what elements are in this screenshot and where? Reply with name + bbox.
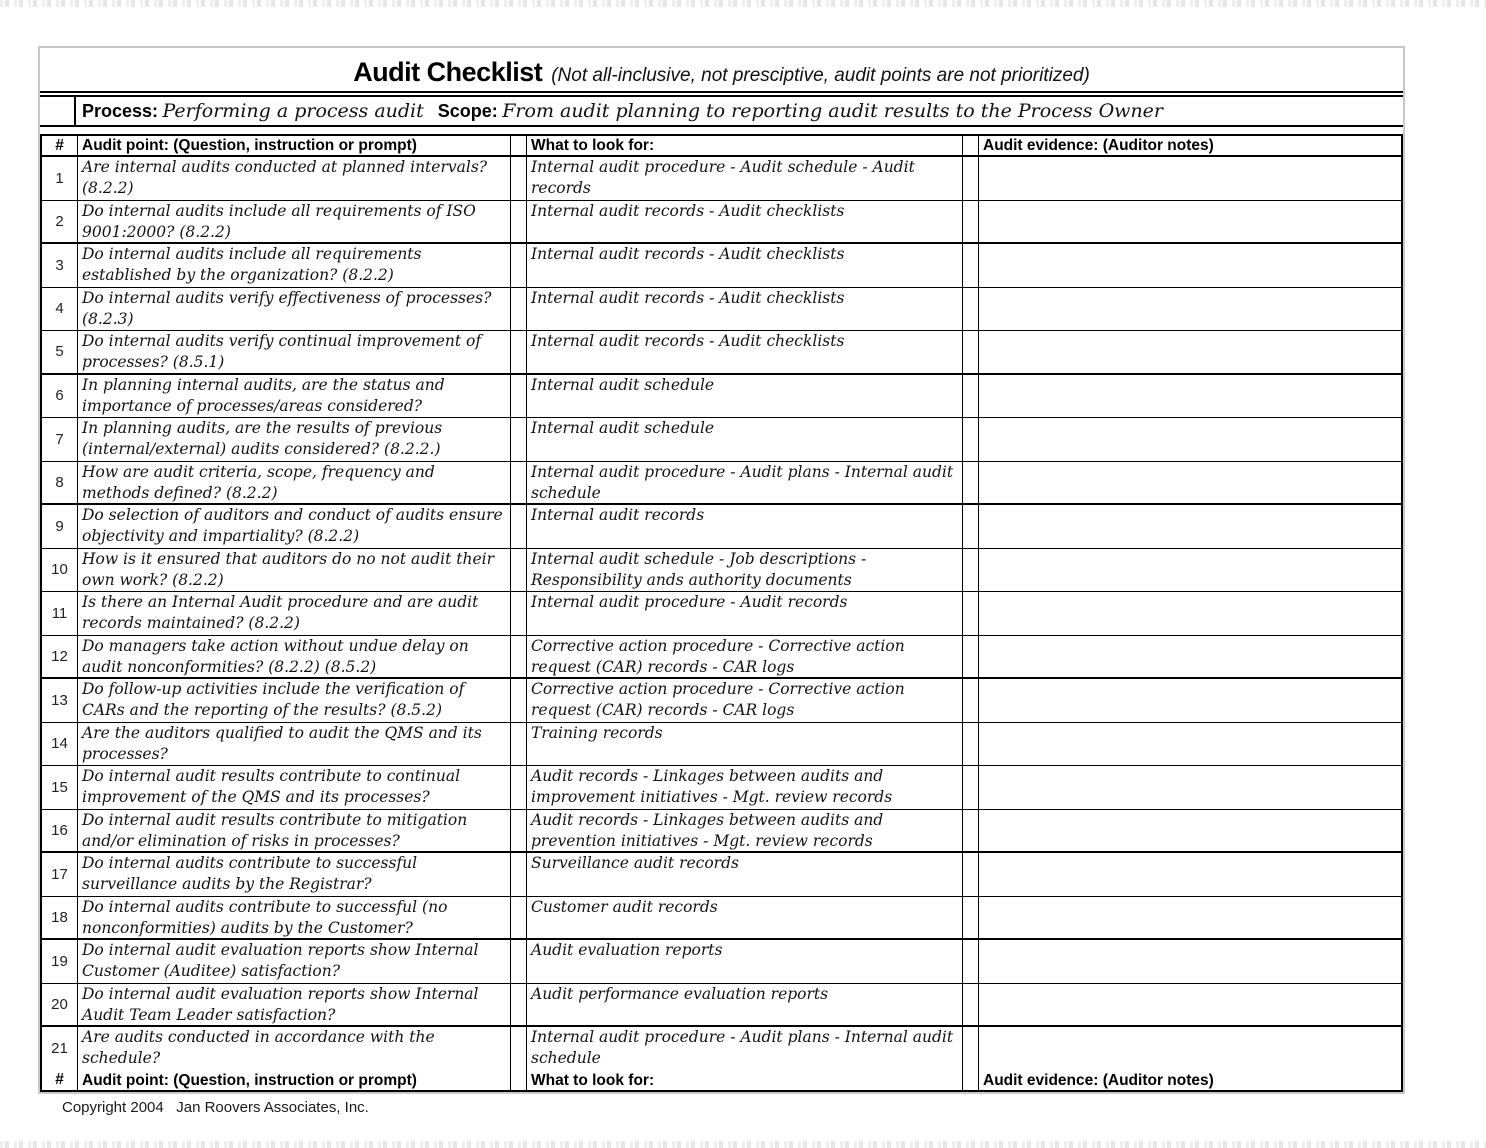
row-number: 7 (42, 418, 78, 461)
table-body (42, 157, 1401, 1071)
footer-num: # (42, 1071, 78, 1090)
audit-point-cell: Are audits conducted in accordance with the schedule? (78, 1027, 511, 1071)
table-row (42, 984, 1401, 1028)
audit-point-cell: In planning audits, are the results of previous (internal/external) audits considered? (8.2.2.) (78, 418, 511, 461)
table-row (42, 201, 1401, 245)
look-for-cell: Customer audit records (527, 897, 963, 939)
row-spacer (511, 723, 527, 766)
evidence-cell (979, 592, 1401, 635)
look-for-cell: Corrective action procedure - Corrective action request (CAR) records - CAR logs (527, 679, 963, 722)
audit-point-cell: Do internal audit results contribute to mitigation and/or elimination of risks in processes? (78, 810, 511, 852)
row-spacer (511, 462, 527, 504)
evidence-cell (979, 897, 1401, 939)
look-for-cell: Internal audit records - Audit checklists (527, 331, 963, 373)
table-row (42, 157, 1401, 201)
process-scope-content (76, 97, 1403, 125)
row-number: 2 (42, 201, 78, 243)
row-spacer (511, 288, 527, 331)
row-number: 5 (42, 331, 78, 373)
audit-point-cell: Do internal audits verify effectiveness of processes? (8.2.3) (78, 288, 511, 331)
row-spacer (963, 288, 979, 331)
audit-point-cell: How is it ensured that auditors do no not audit their own work? (8.2.2) (78, 549, 511, 592)
look-for-cell: Surveillance audit records (527, 853, 963, 896)
row-spacer (963, 418, 979, 461)
row-spacer (963, 592, 979, 635)
row-number: 11 (42, 592, 78, 635)
scope-value: From audit planning to reporting audit results to the Process Owner (502, 100, 1164, 122)
evidence-cell (979, 418, 1401, 461)
row-spacer (963, 549, 979, 592)
row-spacer (511, 549, 527, 592)
row-spacer (963, 331, 979, 373)
row-number: 9 (42, 505, 78, 548)
evidence-cell (979, 940, 1401, 983)
evidence-cell (979, 636, 1401, 678)
footer-evidence: Audit evidence: (Auditor notes) (983, 1071, 1214, 1089)
row-spacer (511, 1027, 527, 1071)
look-for-cell: Internal audit procedure - Audit schedule - Audit records (527, 157, 963, 200)
evidence-cell (979, 505, 1401, 548)
table-row (42, 505, 1401, 549)
table-row (42, 462, 1401, 506)
row-spacer (963, 897, 979, 939)
audit-point-cell: Do managers take action without undue delay on audit nonconformities? (8.2.2) (8.5.2) (78, 636, 511, 678)
row-number: 14 (42, 723, 78, 766)
row-spacer (511, 636, 527, 678)
table-row (42, 592, 1401, 636)
row-spacer (511, 331, 527, 373)
row-spacer (511, 505, 527, 548)
audit-point-cell: Are the auditors qualified to audit the QMS and its processes? (78, 723, 511, 766)
header-look-for: What to look for: (527, 136, 963, 155)
evidence-cell (979, 549, 1401, 592)
table-row (42, 723, 1401, 767)
look-for-cell: Internal audit records - Audit checklists (527, 244, 963, 287)
row-number: 16 (42, 810, 78, 852)
scope-label: Scope: (437, 100, 498, 121)
row-spacer (511, 766, 527, 809)
evidence-cell (979, 244, 1401, 287)
audit-point-cell: Do internal audits include all requirements established by the organization? (8.2.2) (78, 244, 511, 287)
row-spacer (963, 984, 979, 1026)
look-for-cell: Internal audit procedure - Audit plans - Internal audit schedule (527, 462, 963, 504)
audit-point-cell: Do internal audits include all requirements of ISO 9001:2000? (8.2.2) (78, 201, 511, 243)
row-number: 15 (42, 766, 78, 809)
row-spacer (963, 636, 979, 678)
look-for-cell: Internal audit records - Audit checklists (527, 288, 963, 331)
row-spacer (511, 592, 527, 635)
evidence-cell (979, 201, 1401, 243)
look-for-cell: Internal audit records (527, 505, 963, 548)
look-for-cell: Corrective action procedure - Corrective action request (CAR) records - CAR logs (527, 636, 963, 678)
audit-point-cell: How are audit criteria, scope, frequency and methods defined? (8.2.2) (78, 462, 511, 504)
evidence-cell (979, 288, 1401, 331)
evidence-cell (979, 766, 1401, 809)
row-number: 20 (42, 984, 78, 1026)
document-title-row (40, 48, 1403, 93)
copyright-line: Copyright 2004 Jan Roovers Associates, Inc. (62, 1099, 369, 1116)
table-row (42, 940, 1401, 984)
row-spacer (963, 853, 979, 896)
row-number: 19 (42, 940, 78, 983)
audit-point-cell: Do internal audit results contribute to continual improvement of the QMS and its processes? (78, 766, 511, 809)
scan-edge-top (0, 0, 1486, 7)
table-row (42, 375, 1401, 419)
row-spacer (963, 201, 979, 243)
row-spacer (511, 679, 527, 722)
audit-point-cell: Do internal audits verify continual improvement of processes? (8.5.1) (78, 331, 511, 373)
row-number: 8 (42, 462, 78, 504)
audit-point-cell: Are internal audits conducted at planned intervals? (8.2.2) (78, 157, 511, 200)
look-for-cell: Internal audit procedure - Audit records (527, 592, 963, 635)
page-title-note: (Not all-inclusive, not presciptive, audit points are not prioritized) (551, 65, 1090, 86)
header-spacer (963, 136, 979, 155)
row-spacer (963, 723, 979, 766)
row-spacer (963, 940, 979, 983)
look-for-cell: Internal audit records - Audit checklists (527, 201, 963, 243)
look-for-cell: Internal audit procedure - Audit plans - Internal audit schedule (527, 1027, 963, 1071)
audit-point-cell: Do internal audit evaluation reports show Internal Audit Team Leader satisfaction? (78, 984, 511, 1026)
look-for-cell: Internal audit schedule (527, 375, 963, 418)
row-number: 17 (42, 853, 78, 896)
row-number: 4 (42, 288, 78, 331)
evidence-cell (979, 331, 1401, 373)
footer-look-for: What to look for: (527, 1071, 963, 1090)
look-for-cell: Audit records - Linkages between audits and improvement initiatives - Mgt. review records (527, 766, 963, 809)
row-number: 12 (42, 636, 78, 678)
audit-point-cell: Do internal audit evaluation reports show Internal Customer (Auditee) satisfaction? (78, 940, 511, 983)
row-spacer (963, 1027, 979, 1071)
table-row (42, 897, 1401, 941)
table-footer-row (42, 1071, 1401, 1090)
row-spacer (963, 244, 979, 287)
row-spacer (511, 940, 527, 983)
process-scope-row (40, 95, 1403, 127)
row-spacer (963, 679, 979, 722)
table-row (42, 244, 1401, 288)
audit-point-cell: Do internal audits contribute to successful (no nonconformities) audits by the Customer? (78, 897, 511, 939)
evidence-cell (979, 810, 1401, 852)
row-spacer (511, 375, 527, 418)
row-spacer (511, 984, 527, 1026)
row-spacer (511, 853, 527, 896)
evidence-cell (979, 1027, 1401, 1071)
footer-spacer (963, 1071, 979, 1090)
page-title: Audit Checklist (353, 57, 543, 87)
look-for-cell: Training records (527, 723, 963, 766)
table-row (42, 331, 1401, 375)
table-row (42, 810, 1401, 854)
row-spacer (963, 766, 979, 809)
header-spacer (511, 136, 527, 155)
document-page (38, 46, 1405, 1094)
evidence-cell (979, 853, 1401, 896)
process-label: Process: (82, 100, 159, 121)
row-spacer (963, 157, 979, 200)
header-evidence: Audit evidence: (Auditor notes) (983, 137, 1214, 154)
look-for-cell: Internal audit schedule (527, 418, 963, 461)
audit-point-cell: Do follow-up activities include the verification of CARs and the reporting of the results? (8.5.2) (78, 679, 511, 722)
look-for-cell: Internal audit schedule - Job descriptions - Responsibility ands authority documents (527, 549, 963, 592)
row-spacer (963, 462, 979, 504)
header-num: # (42, 136, 78, 155)
row-number: 21 (42, 1027, 78, 1071)
spacer (40, 127, 1403, 134)
table-row (42, 766, 1401, 810)
scan-edge-bottom (0, 1141, 1486, 1148)
row-spacer (511, 897, 527, 939)
row-spacer (963, 375, 979, 418)
table-row (42, 549, 1401, 593)
header-audit-point: Audit point: (Question, instruction or prompt) (78, 136, 511, 155)
row-spacer (963, 505, 979, 548)
audit-point-cell: Do internal audits contribute to successful surveillance audits by the Registrar? (78, 853, 511, 896)
table-row (42, 679, 1401, 723)
row-spacer (511, 201, 527, 243)
row-number: 10 (42, 549, 78, 592)
row-spacer (511, 157, 527, 200)
row-spacer (963, 810, 979, 852)
evidence-cell (979, 157, 1401, 200)
table-row (42, 636, 1401, 680)
look-for-cell: Audit records - Linkages between audits and prevention initiatives - Mgt. review records (527, 810, 963, 852)
row-number: 3 (42, 244, 78, 287)
look-for-cell: Audit evaluation reports (527, 940, 963, 983)
row-number: 6 (42, 375, 78, 418)
footer-spacer (511, 1071, 527, 1090)
row-spacer (511, 810, 527, 852)
table-row (42, 288, 1401, 332)
row-spacer (511, 418, 527, 461)
row-number: 18 (42, 897, 78, 939)
table-row (42, 418, 1401, 462)
evidence-cell (979, 723, 1401, 766)
process-value: Performing a process audit (162, 100, 424, 122)
table-row (42, 853, 1401, 897)
table-header-row (42, 136, 1401, 157)
footer-audit-point: Audit point: (Question, instruction or prompt) (78, 1071, 511, 1090)
table-row (42, 1027, 1401, 1071)
audit-point-cell: Is there an Internal Audit procedure and are audit records maintained? (8.2.2) (78, 592, 511, 635)
audit-point-cell: Do selection of auditors and conduct of audits ensure objectivity and impartiality? (8.2.2) (78, 505, 511, 548)
evidence-cell (979, 984, 1401, 1026)
evidence-cell (979, 462, 1401, 504)
audit-checklist-table (40, 134, 1403, 1092)
look-for-cell: Audit performance evaluation reports (527, 984, 963, 1026)
process-stub-cell (40, 97, 76, 125)
row-number: 13 (42, 679, 78, 722)
evidence-cell (979, 679, 1401, 722)
audit-point-cell: In planning internal audits, are the status and importance of processes/areas considered? (78, 375, 511, 418)
row-number: 1 (42, 157, 78, 200)
row-spacer (511, 244, 527, 287)
evidence-cell (979, 375, 1401, 418)
